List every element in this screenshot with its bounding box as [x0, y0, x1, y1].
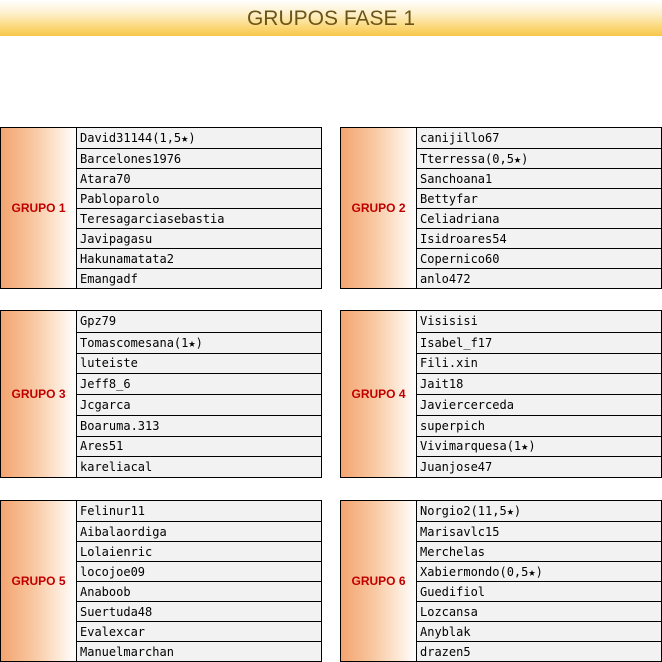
- member-row: luteiste: [77, 353, 321, 374]
- member-row: Juanjose47: [417, 456, 661, 477]
- member-row: Sanchoana1: [417, 168, 661, 188]
- member-row: Marisavlc15: [417, 521, 661, 541]
- group-4: [340, 310, 662, 478]
- member-row: Guedifiol: [417, 581, 661, 601]
- group-label: GRUPO 1: [11, 201, 66, 215]
- member-row: Tterressa(0,5★): [417, 148, 661, 168]
- member-row: Aibalaordiga: [77, 521, 321, 541]
- member-row: Boaruma.313: [77, 415, 321, 436]
- member-row: Vivimarquesa(1★): [417, 436, 661, 457]
- member-row: Lolaienric: [77, 541, 321, 561]
- group-3: [0, 310, 322, 478]
- group-label-cell: [340, 310, 417, 478]
- member-row: Isidroares54: [417, 228, 661, 248]
- member-row: Jait18: [417, 373, 661, 394]
- group-label: GRUPO 6: [351, 574, 406, 588]
- member-row: canijillo67: [420, 131, 500, 145]
- member-row: Merchelas: [417, 541, 661, 561]
- page-title: GRUPOS FASE 1: [246, 7, 416, 30]
- member-row: Celiadriana: [417, 208, 661, 228]
- group-2: [340, 127, 662, 289]
- member-row: superpich: [417, 415, 661, 436]
- member-row: Hakunamatata2: [77, 248, 321, 268]
- member-row: anlo472: [417, 268, 661, 288]
- group-label: GRUPO 4: [351, 387, 406, 401]
- member-row: Lozcansa: [417, 601, 661, 621]
- member-row: Isabel_f17: [417, 332, 661, 353]
- group-label-cell: [340, 127, 417, 289]
- member-row: Fili.xin: [417, 353, 661, 374]
- member-row: Teresagarciasebastia: [77, 208, 321, 228]
- member-row: Barcelones1976: [77, 148, 321, 168]
- member-row: Evalexcar: [77, 621, 321, 641]
- group-6: [340, 500, 662, 662]
- member-row: Tomascomesana(1★): [77, 332, 321, 353]
- member-row: Felinur11: [80, 504, 146, 518]
- member-row: Visisisi: [420, 314, 478, 329]
- group-1: [0, 127, 322, 289]
- member-row: Anaboob: [77, 581, 321, 601]
- member-row: locojoe09: [77, 561, 321, 581]
- group-label: GRUPO 5: [11, 574, 66, 588]
- member-list: [77, 127, 322, 289]
- member-row: Norgio2(11,5★): [420, 504, 522, 518]
- group-label: GRUPO 3: [11, 387, 66, 401]
- member-row: Gpz79: [80, 314, 117, 329]
- group-5: [0, 500, 322, 662]
- member-list: [417, 127, 662, 289]
- member-row: Ares51: [77, 436, 321, 457]
- member-row: David31144(1,5★): [80, 131, 196, 145]
- member-row: Jcgarca: [77, 394, 321, 415]
- member-list: [77, 310, 322, 478]
- member-list: [417, 500, 662, 662]
- member-row: Javiercerceda: [417, 394, 661, 415]
- member-row: Anyblak: [417, 621, 661, 641]
- member-row: Manuelmarchan: [77, 641, 321, 661]
- member-row: drazen5: [417, 641, 661, 661]
- member-row: Jeff8_6: [77, 373, 321, 394]
- member-row: Pabloparolo: [77, 188, 321, 208]
- member-list: [417, 310, 662, 478]
- member-row: Atara70: [77, 168, 321, 188]
- group-label-cell: [0, 127, 77, 289]
- member-row: Emangadf: [77, 268, 321, 288]
- group-label: GRUPO 2: [351, 201, 406, 215]
- member-row: kareliacal: [77, 456, 321, 477]
- group-label-cell: [0, 500, 77, 662]
- member-row: Xabiermondo(0,5★): [417, 561, 661, 581]
- group-label-cell: [0, 310, 77, 478]
- member-row: Bettyfar: [417, 188, 661, 208]
- member-row: Suertuda48: [77, 601, 321, 621]
- member-row: Copernico60: [417, 248, 661, 268]
- member-row: Javipagasu: [77, 228, 321, 248]
- member-list: [77, 500, 322, 662]
- group-label-cell: [340, 500, 417, 662]
